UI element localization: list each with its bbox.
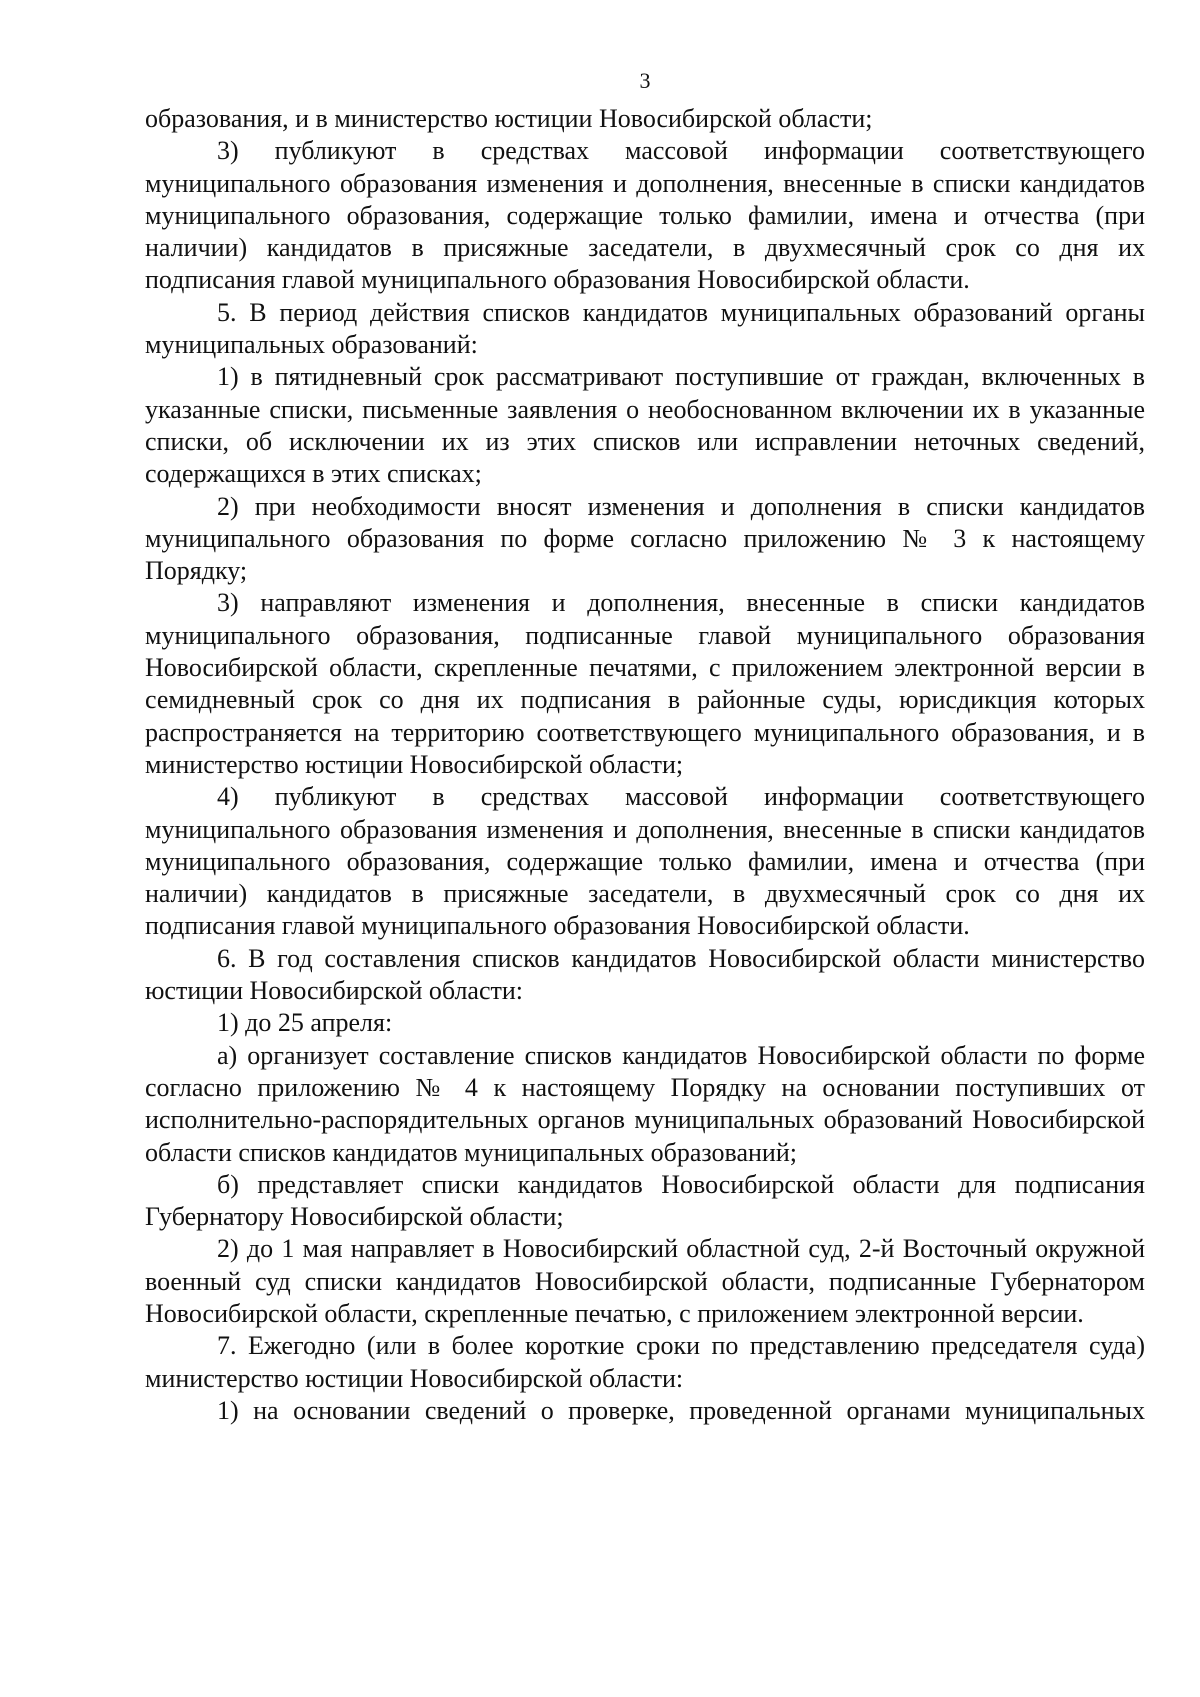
page-number: 3	[639, 68, 651, 93]
paragraph-13: 7. Ежегодно (или в более короткие сроки по представлению председателя суда) министерство юстиции Новосибирской области:	[145, 1331, 1145, 1393]
paragraph-10: а) организует составление списков кандидатов Новосибирской области по форме согласно приложению № 4 к настоящему Порядку на основании поступивших от исполнительно-распорядительных органов муниципальных образований Новосибирской области списков кандидатов муниципальных образований;	[145, 1040, 1145, 1167]
paragraph-9: 1) до 25 апреля:	[217, 1008, 393, 1038]
paragraph-1: образования, и в министерство юстиции Новосибирской области;	[145, 104, 873, 133]
paragraph-12: 2) до 1 мая направляет в Новосибирский областной суд, 2-й Восточный окружной военный суд списки кандидатов Новосибирской области, подписанные Губернатором Новосибирской области, скрепленные печатью, с приложением электронной версии.	[145, 1234, 1145, 1328]
paragraph-5: 2) при необходимости вносят изменения и дополнения в списки кандидатов муниципального образования по форме согласно приложению № 3 к настоящему Порядку;	[145, 491, 1145, 586]
paragraph-14: 1) на основании сведений о проверке, проведенной органами муниципальных	[217, 1395, 1145, 1425]
paragraph-3: 5. В период действия списков кандидатов муниципальных образований органы муниципальных образований:	[145, 297, 1145, 360]
document-body	[145, 103, 1145, 1427]
paragraph-8: 6. В год составления списков кандидатов Новосибирской области министерство юстиции Новосибирской области:	[145, 943, 1145, 1006]
paragraph-2: 3) публикуют в средствах массовой информации соответствующего муниципального образования изменения и дополнения, внесенные в списки кандидатов муниципального образования, содержащие только фамилии, имена и отчества (при наличии) кандидатов в присяжные заседатели, в двухмесячный срок со дня их подписания главой муниципального образования Новосибирской области.	[145, 136, 1145, 295]
paragraph-4: 1) в пятидневный срок рассматривают поступившие от граждан, включенных в указанные списки, письменные заявления о необоснованном включении их в указанные списки, об исключении их из этих списков или исправлении неточных сведений, содержащихся в этих списках;	[145, 362, 1145, 489]
paragraph-7: 4) публикуют в средствах массовой информации соответствующего муниципального образования изменения и дополнения, внесенные в списки кандидатов муниципального образования, содержащие только фамилии, имена и отчества (при наличии) кандидатов в присяжные заседатели, в двухмесячный срок со дня их подписания главой муниципального образования Новосибирской области.	[145, 782, 1145, 941]
paragraph-6: 3) направляют изменения и дополнения, внесенные в списки кандидатов муниципального образования, подписанные главой муниципального образования Новосибирской области, скрепленные печатями, с приложением электронной версии в семидневный срок со дня их подписания в районные суды, юрисдикция которых распространяется на территорию соответствующего муниципального образования, и в министерство юстиции Новосибирской области;	[145, 588, 1145, 779]
paragraph-11: б) представляет списки кандидатов Новосибирской области для подписания Губернатору Новосибирской области;	[145, 1169, 1145, 1232]
